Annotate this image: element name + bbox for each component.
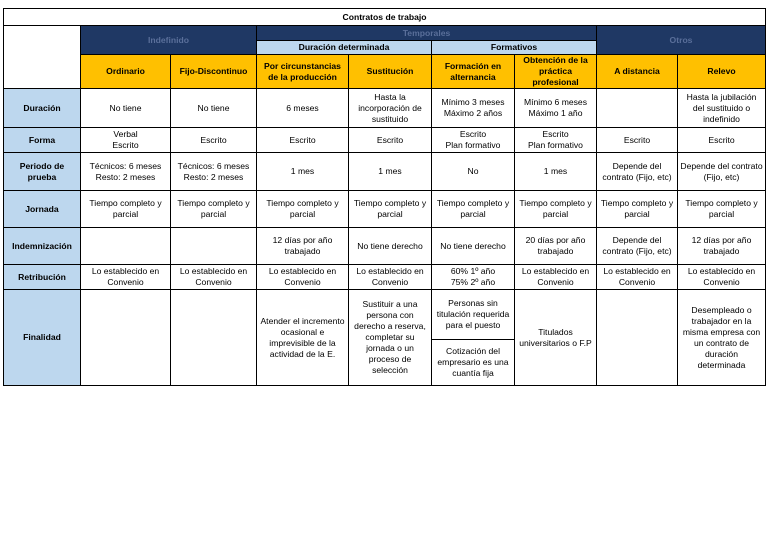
cell (81, 290, 171, 386)
cell: Lo establecido en Convenio (515, 265, 597, 290)
cell-line: Escrito (542, 129, 569, 139)
cell-line: Resto: 2 meses (95, 171, 156, 182)
cell-line: Escrito (112, 140, 139, 150)
cell: No tiene derecho (432, 228, 515, 265)
group-otros: Otros (597, 26, 766, 55)
table-row (4, 128, 766, 153)
cell: Escrito (678, 128, 766, 153)
column-header: Por circunstancias de la producción (257, 55, 349, 89)
cell: Escrito (257, 128, 349, 153)
cell-line: Mínimo 3 meses (441, 97, 505, 107)
subgroup-formativos: Formativos (432, 41, 597, 55)
column-header: Formación en alternancia (432, 55, 515, 89)
cell-line: Plan formativo (528, 140, 583, 150)
cell (597, 89, 678, 128)
cell: Escrito (597, 128, 678, 153)
cell: No tiene (81, 89, 171, 128)
row-label-periodo: Periodo de prueba (4, 153, 81, 191)
cell: Depende del contrato (Fijo, etc) (597, 153, 678, 191)
cell: Tiempo completo y parcial (171, 191, 257, 228)
cell-line: Plan formativo (445, 140, 501, 150)
table-row (4, 153, 766, 191)
cell: Lo establecido en Convenio (349, 265, 432, 290)
cell-line: 60% 1º año (450, 266, 496, 276)
cell (171, 228, 257, 265)
cell: 1 mes (349, 153, 432, 191)
cell (432, 89, 515, 128)
cell (171, 153, 257, 191)
group-indefinido: Indefinido (81, 26, 257, 55)
row-label-jornada: Jornada (4, 191, 81, 228)
cell: Lo establecido en Convenio (597, 265, 678, 290)
cell-line: Resto: 2 meses (183, 171, 244, 182)
cell (515, 128, 597, 153)
cell: Escrito (171, 128, 257, 153)
cell: Depende del contrato (Fijo, etc) (597, 228, 678, 265)
cell: Lo establecido en Convenio (257, 265, 349, 290)
cell: Titulados universitarios o F.P (515, 290, 597, 386)
cell (432, 265, 515, 290)
column-header: Sustitución (349, 55, 432, 89)
cell (81, 128, 171, 153)
cell: Personas sin titulación requerida para el puesto (432, 290, 515, 340)
cell-line: Verbal (113, 129, 138, 139)
cell: Tiempo completo y parcial (81, 191, 171, 228)
column-header: Ordinario (81, 55, 171, 89)
table-row (4, 290, 766, 340)
column-header: Relevo (678, 55, 766, 89)
row-label-duracion: Duración (4, 89, 81, 128)
cell: Tiempo completo y parcial (432, 191, 515, 228)
cell: Hasta la jubilación del sustituido o indefinido (678, 89, 766, 128)
table-row (4, 191, 766, 228)
cell (81, 153, 171, 191)
contracts-table (3, 8, 766, 386)
cell-line: Técnicos: 6 meses (177, 160, 250, 171)
corner-cell (4, 26, 81, 89)
cell: No tiene (171, 89, 257, 128)
cell: Hasta la incorporación de sustituido (349, 89, 432, 128)
column-header: Fijo-Discontinuo (171, 55, 257, 89)
cell: Tiempo completo y parcial (349, 191, 432, 228)
cell-line: Técnicos: 6 meses (89, 160, 162, 171)
group-temporales: Temporales (257, 26, 597, 41)
cell (597, 290, 678, 386)
cell-line: Escrito (459, 129, 487, 139)
row-label-forma: Forma (4, 128, 81, 153)
cell: 6 meses (257, 89, 349, 128)
row-label-retribucion: Retribución (4, 265, 81, 290)
table-row (4, 89, 766, 128)
cell: No tiene derecho (349, 228, 432, 265)
cell: Lo establecido en Convenio (81, 265, 171, 290)
cell-line: Mínimo 6 meses (523, 97, 588, 107)
cell: Lo establecido en Convenio (171, 265, 257, 290)
cell: 12 días por año trabajado (678, 228, 766, 265)
cell: Tiempo completo y parcial (597, 191, 678, 228)
subgroup-duracion-determinada: Duración determinada (257, 41, 432, 55)
cell: Desempleado o trabajador en la misma empresa con un contrato de duración determinada (678, 290, 766, 386)
cell-line: Máximo 2 años (443, 108, 503, 118)
row-label-indemnizacion: Indemnización (4, 228, 81, 265)
cell: Tiempo completo y parcial (257, 191, 349, 228)
cell: 12 días por año trabajado (257, 228, 349, 265)
cell: Tiempo completo y parcial (515, 191, 597, 228)
cell: 1 mes (257, 153, 349, 191)
cell (81, 228, 171, 265)
table-row (4, 228, 766, 265)
cell: Atender el incremento ocasional e imprevisible de la actividad de la E. (257, 290, 349, 386)
cell: 20 días por año trabajado (515, 228, 597, 265)
cell: Escrito (349, 128, 432, 153)
cell-line: 75% 2º año (450, 277, 496, 287)
cell: Lo establecido en Convenio (678, 265, 766, 290)
row-label-finalidad: Finalidad (4, 290, 81, 386)
cell (515, 89, 597, 128)
cell (171, 290, 257, 386)
cell: Tiempo completo y parcial (678, 191, 766, 228)
cell (432, 128, 515, 153)
column-header: Obtención de la práctica profesional (515, 55, 597, 89)
cell: 1 mes (515, 153, 597, 191)
cell: No (432, 153, 515, 191)
cell: Depende del contrato (Fijo, etc) (678, 153, 766, 191)
table-title: Contratos de trabajo (4, 9, 766, 26)
cell: Sustituir a una persona con derecho a reserva, completar su jornada o un proceso de selección (349, 290, 432, 386)
table-row (4, 265, 766, 290)
cell: Cotización del empresario es una cuantía fija (432, 340, 515, 386)
cell-line: Máximo 1 año (528, 108, 583, 118)
column-header: A distancia (597, 55, 678, 89)
